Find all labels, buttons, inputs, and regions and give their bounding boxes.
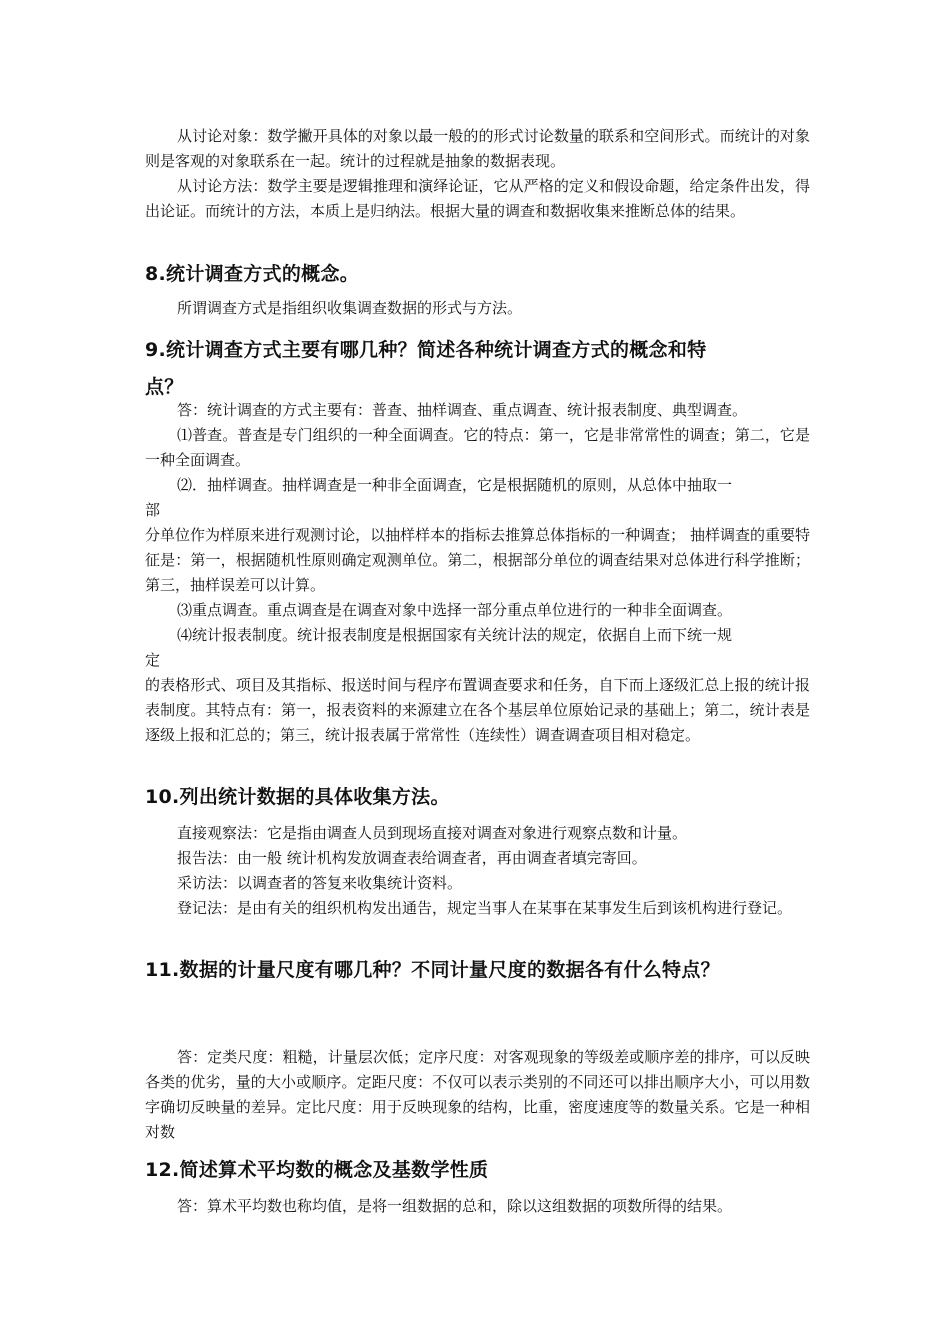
section-12-answer: 答：算术平均数也称均值，是将一组数据的总和，除以这组数据的项数所得的结果。 — [177, 1197, 733, 1215]
section-8-paragraph: 所谓调查方式是指组织收集调查数据的形式与方法。 — [177, 299, 523, 317]
section-9-report-system-intro — [145, 623, 810, 673]
section-10-report: 报告法：由一般 统计机构发放调查表给调查者，再由调查者填完寄回。 — [177, 849, 647, 867]
section-9-key-survey: ⑶重点调查。重点调查是在调查对象中选择一部分重点单位进行的一种非全面调查。 — [177, 601, 733, 619]
section-9-sampling-detail: 分单位作为样原来进行观测讨论，以抽样样本的指标去推算总体指标的一种调查； 抽样调查的重要特征是：第一，根据随机性原则确定观测单位。第二，根据部分单位的调查结果对总体进行科学推断；第三，抽样误差可以计算。 — [145, 526, 810, 594]
section-10-interview: 采访法：以调查者的答复来收集统计资料。 — [177, 874, 463, 892]
section-9-report-line-1: ⑷统计报表制度。统计报表制度是根据国家有关统计法的规定，依据自上而下统一规 — [177, 626, 733, 644]
section-10-heading: 10.列出统计数据的具体收集方法。 — [145, 786, 450, 808]
section-9-heading — [145, 332, 835, 406]
section-10-registration: 登记法：是由有关的组织机构发出通告，规定当事人在某事在某事发生后到该机构进行登记。 — [177, 899, 793, 917]
intro-paragraph-method: 从讨论方法：数学主要是逻辑推理和演绎论证，它从严格的定义和假设命题，给定条件出发，得出论证。而统计的方法，本质上是归纳法。根据大量的调查和数据收集来推断总体的结果。 — [145, 177, 810, 220]
section-9-report-line-2: 定 — [145, 651, 161, 669]
section-9-sampling-line-2: 部 — [145, 501, 161, 519]
intro-paragraph-object: 从讨论对象：数学撇开具体的对象以最一般的的形式讨论数量的联系和空间形式。而统计的对象则是客观的对象联系在一起。统计的过程就是抽象的数据表现。 — [145, 127, 810, 170]
section-9-report-system-detail: 的表格形式、项目及其指标、报送时间与程序布置调查要求和任务，自下而上逐级汇总上报的统计报表制度。其特点有：第一，报表资料的来源建立在各个基层单位原始记录的基础上；第二，统计表是逐级上报和汇总的；第三，统计报表属于常常性（连续性）调查调查项目相对稳定。 — [145, 676, 810, 744]
section-9-heading-line-1: 9.统计调查方式主要有哪几种？简述各种统计调查方式的概念和特 — [145, 339, 707, 361]
section-9-sampling-intro — [145, 473, 810, 523]
section-9-sampling-line-1: ⑵．抽样调查。抽样调查是一种非全面调查，它是根据随机的原则，从总体中抽取一 — [177, 476, 733, 494]
section-11-heading: 11.数据的计量尺度有哪几种？不同计量尺度的数据各有什么特点？ — [145, 959, 720, 981]
section-8-heading: 8.统计调查方式的概念。 — [145, 263, 360, 285]
section-9-heading-line-2: 点？ — [145, 376, 184, 398]
section-12-heading: 12.简述算术平均数的概念及基数学性质 — [145, 1159, 489, 1181]
section-9-census: ⑴普查。普查是专门组织的一种全面调查。它的特点：第一，它是非常常性的调查；第二，它是一种全面调查。 — [145, 426, 810, 469]
section-10-observation: 直接观察法：它是指由调查人员到现场直接对调查对象进行观察点数和计量。 — [177, 824, 688, 842]
section-11-answer: 答：定类尺度：粗糙，计量层次低；定序尺度：对客观现象的等级差或顺序差的排序，可以反映各类的优劣，量的大小或顺序。定距尺度：不仅可以表示类别的不同还可以排出顺序大小，可以用数字确切反映量的差异。定比尺度：用于反映现象的结构，比重，密度速度等的数量关系。它是一种相对数 — [145, 1048, 810, 1141]
section-9-answer: 答：统计调查的方式主要有：普查、抽样调查、重点调查、统计报表制度、典型调查。 — [177, 401, 748, 419]
